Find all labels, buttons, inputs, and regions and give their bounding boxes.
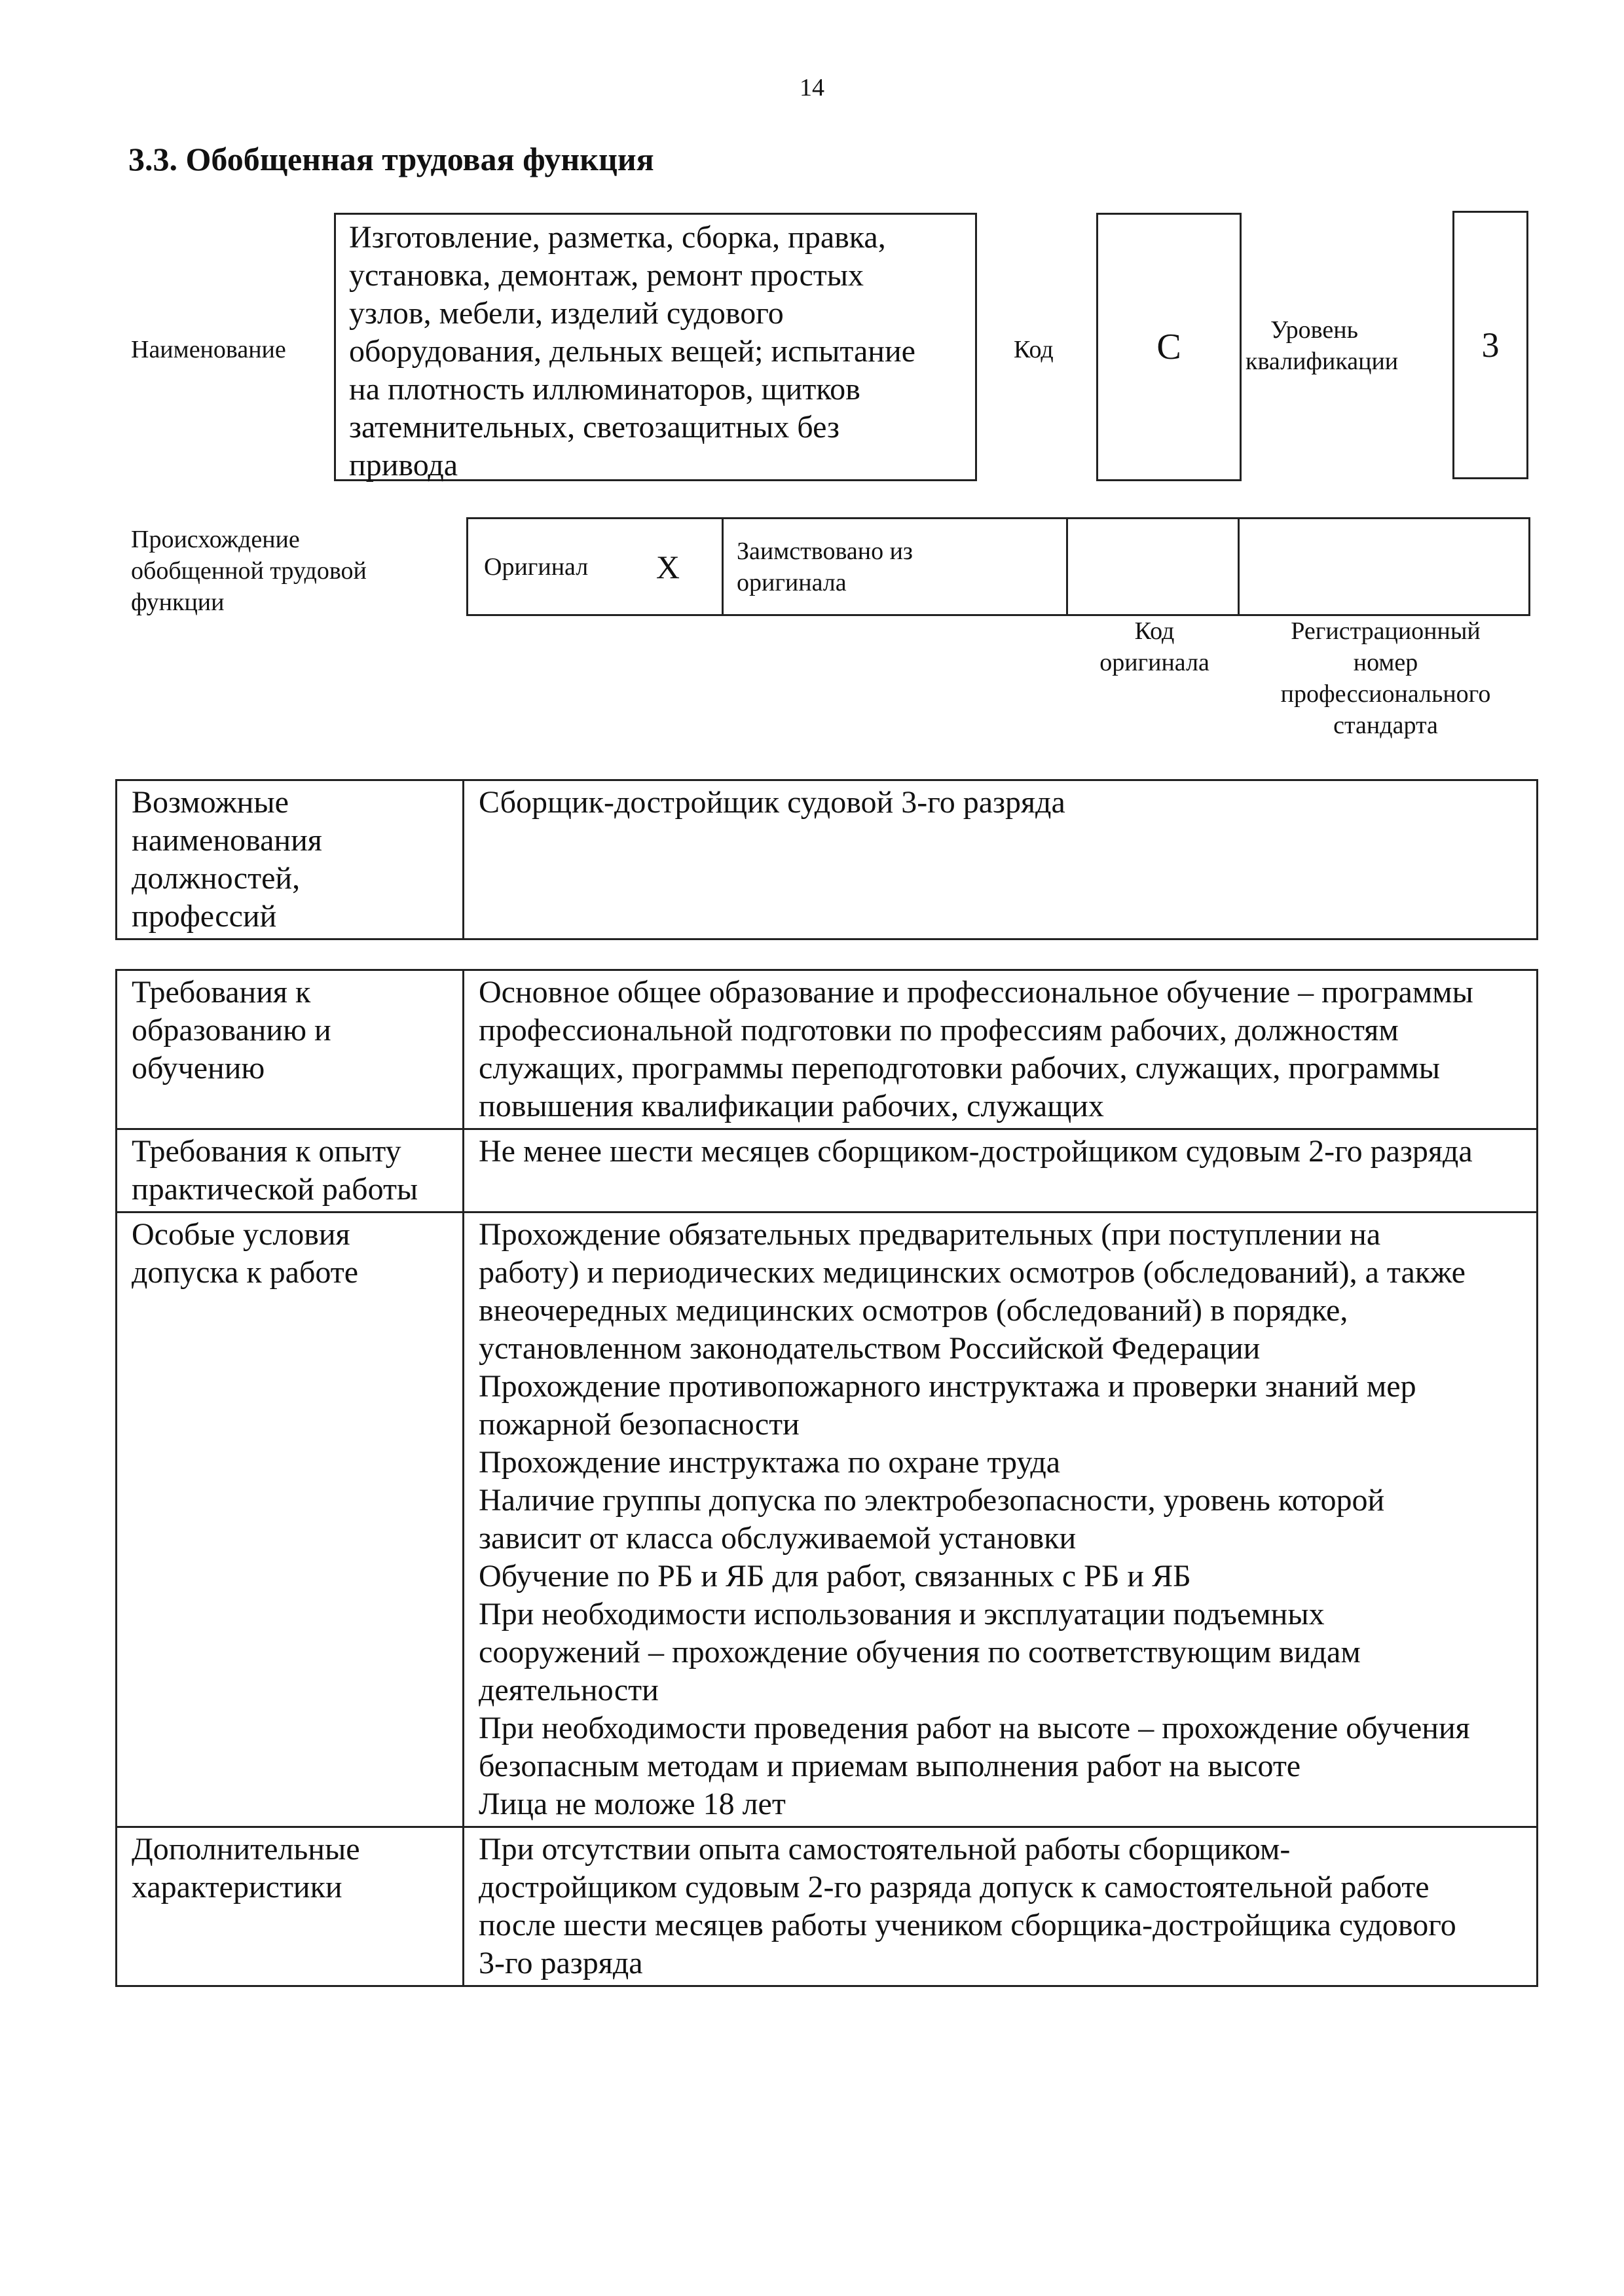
caption-line: Регистрационный bbox=[1291, 617, 1481, 645]
section-title: 3.3. Обобщенная трудовая функция bbox=[128, 141, 654, 177]
table-row bbox=[117, 1129, 1538, 1212]
positions-label-line: наименования bbox=[132, 823, 322, 858]
function-name-line: привода bbox=[349, 448, 458, 483]
requirement-value-cell bbox=[464, 1827, 1538, 1986]
level-label-line: квалификации bbox=[1246, 348, 1399, 375]
level-label-line: Уровень bbox=[1270, 316, 1358, 344]
caption-line: стандарта bbox=[1333, 712, 1438, 739]
requirement-value-line: работу) и периодических медицинских осмотров (обследований), а также bbox=[479, 1255, 1466, 1290]
function-name-line: затемнительных, светозащитных без bbox=[349, 410, 840, 445]
function-name-line: Изготовление, разметка, сборка, правка, bbox=[349, 220, 886, 255]
function-name-box bbox=[334, 213, 977, 481]
positions-label-line: Возможные bbox=[132, 785, 289, 820]
requirement-value-line: Прохождение противопожарного инструктажа и проверки знаний мер bbox=[479, 1369, 1416, 1404]
code-value-box bbox=[1096, 213, 1242, 481]
requirement-value-line: безопасным методам и приемам выполнения работ на высоте bbox=[479, 1749, 1301, 1783]
requirement-value-line: Не менее шести месяцев сборщиком-достройщиком судовым 2-го разряда bbox=[479, 1134, 1473, 1169]
requirement-label-line: характеристики bbox=[132, 1870, 342, 1904]
positions-table bbox=[115, 779, 1538, 940]
code-label: Код bbox=[1014, 336, 1054, 363]
requirement-label-cell bbox=[117, 970, 464, 1129]
positions-value-cell bbox=[464, 780, 1538, 939]
requirement-label-cell bbox=[117, 1212, 464, 1827]
table-row bbox=[117, 970, 1538, 1129]
requirements-table bbox=[115, 969, 1538, 1987]
original-cell bbox=[468, 519, 723, 615]
requirement-value-line: При необходимости использования и эксплуатации подъемных bbox=[479, 1597, 1325, 1631]
requirement-value-line: деятельности bbox=[479, 1673, 659, 1707]
original-mark: X bbox=[655, 548, 680, 585]
caption-line: номер bbox=[1353, 649, 1418, 676]
caption-line: оригинала bbox=[1099, 649, 1209, 676]
positions-label-line: профессий bbox=[132, 899, 277, 934]
requirement-value-line: Основное общее образование и профессиональное обучение – программы bbox=[479, 975, 1473, 1010]
positions-label-cell bbox=[117, 780, 464, 939]
requirement-label-line: обучению bbox=[132, 1051, 265, 1085]
requirement-value-line: зависит от класса обслуживаемой установки bbox=[479, 1521, 1077, 1556]
requirement-value-cell bbox=[464, 970, 1538, 1129]
requirement-value-line: При отсутствии опыта самостоятельной работы сборщиком- bbox=[479, 1832, 1291, 1867]
function-name-line: узлов, мебели, изделий судового bbox=[349, 296, 784, 331]
requirement-label-line: Дополнительные bbox=[132, 1832, 360, 1867]
qualification-level-box bbox=[1452, 211, 1528, 479]
requirement-value-line: Прохождение инструктажа по охране труда bbox=[479, 1445, 1061, 1480]
table-row bbox=[117, 1827, 1538, 1986]
requirement-label-line: допуска к работе bbox=[132, 1255, 359, 1290]
positions-value: Сборщик-достройщик судовой 3-го разряда bbox=[479, 785, 1065, 820]
requirement-value-line: после шести месяцев работы учеником сборщика-достройщика судового bbox=[479, 1908, 1456, 1942]
qualification-level-value: 3 bbox=[1481, 325, 1500, 365]
name-label: Наименование bbox=[131, 336, 286, 363]
caption-line: профессионального bbox=[1280, 680, 1491, 708]
requirement-value-line: Обучение по РБ и ЯБ для работ, связанных с РБ и ЯБ bbox=[479, 1559, 1191, 1594]
requirement-value-line: достройщиком судовым 2-го разряда допуск к самостоятельной работе bbox=[479, 1870, 1430, 1904]
requirement-value-line: Наличие группы допуска по электробезопасности, уровень которой bbox=[479, 1483, 1385, 1518]
origin-label-line: Происхождение bbox=[131, 526, 300, 553]
requirement-value-cell bbox=[464, 1212, 1538, 1827]
origin-label-line: обобщенной трудовой bbox=[131, 557, 367, 585]
requirement-label-line: образованию и bbox=[132, 1013, 331, 1048]
table-row bbox=[117, 1212, 1538, 1827]
requirement-value-line: внеочередных медицинских осмотров (обследований) в порядке, bbox=[479, 1293, 1348, 1328]
function-name-line: на плотность иллюминаторов, щитков bbox=[349, 372, 860, 407]
requirement-value-line: 3-го разряда bbox=[479, 1946, 643, 1980]
requirement-label-line: Требования к bbox=[132, 975, 311, 1010]
requirement-label-line: Особые условия bbox=[132, 1217, 350, 1252]
requirement-value-line: сооружений – прохождение обучения по соответствующим видам bbox=[479, 1635, 1361, 1669]
requirement-value-cell bbox=[464, 1129, 1538, 1212]
original-code-caption bbox=[1069, 615, 1240, 678]
origin-table bbox=[466, 517, 1530, 616]
requirement-label-line: Требования к опыту bbox=[132, 1134, 401, 1169]
original-label: Оригинал bbox=[484, 553, 589, 581]
function-name-line: оборудования, дельных вещей; испытание bbox=[349, 334, 915, 369]
requirement-value-line: профессиональной подготовки по профессиям рабочих, должностям bbox=[479, 1013, 1399, 1048]
origin-label-line: функции bbox=[131, 589, 225, 616]
requirement-label-cell bbox=[117, 1129, 464, 1212]
requirement-value-line: установленном законодательством Российской Федерации bbox=[479, 1331, 1261, 1366]
qualification-level-label bbox=[1246, 314, 1399, 377]
requirement-value-line: служащих, программы переподготовки рабочих, служащих, программы bbox=[479, 1051, 1441, 1085]
requirement-value-line: При необходимости проведения работ на высоте – прохождение обучения bbox=[479, 1711, 1470, 1745]
code-value: C bbox=[1156, 327, 1181, 367]
requirement-value-line: повышения квалификации рабочих, служащих bbox=[479, 1089, 1104, 1123]
borrowed-label-line: оригинала bbox=[737, 568, 847, 596]
origin-label bbox=[131, 524, 367, 618]
borrowed-label-line: Заимствовано из bbox=[737, 537, 913, 565]
page-number: 14 bbox=[800, 74, 824, 101]
registration-number-cell bbox=[1239, 519, 1530, 615]
positions-label-line: должностей, bbox=[132, 861, 301, 896]
requirement-value-line: пожарной безопасности bbox=[479, 1407, 800, 1442]
requirement-value-line: Лица не моложе 18 лет bbox=[479, 1787, 786, 1821]
requirement-label-line: практической работы bbox=[132, 1172, 418, 1207]
borrowed-cell bbox=[723, 519, 1067, 615]
original-code-cell bbox=[1067, 519, 1239, 615]
requirement-value-line: Прохождение обязательных предварительных (при поступлении на bbox=[479, 1217, 1381, 1252]
function-name-line: установка, демонтаж, ремонт простых bbox=[349, 258, 864, 293]
requirement-label-cell bbox=[117, 1827, 464, 1986]
table-row bbox=[117, 780, 1538, 939]
registration-number-caption bbox=[1240, 615, 1531, 741]
caption-line: Код bbox=[1134, 617, 1175, 645]
